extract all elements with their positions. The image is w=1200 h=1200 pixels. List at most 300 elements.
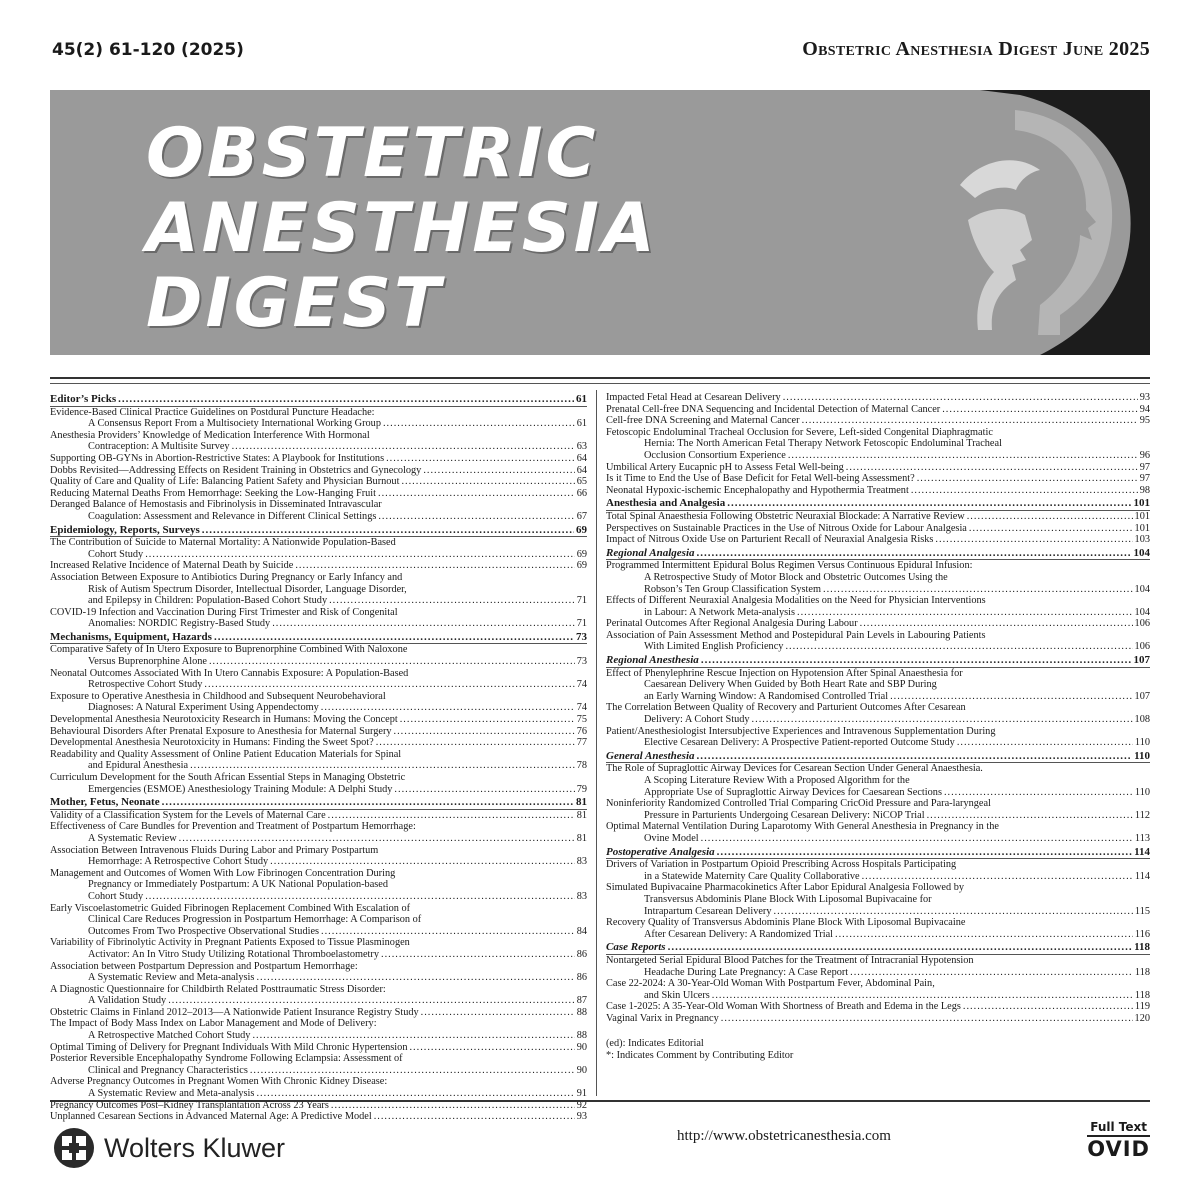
dot-leader bbox=[860, 618, 1133, 630]
dot-leader bbox=[145, 549, 574, 561]
issue-number: 45(2) 61-120 (2025) bbox=[52, 40, 244, 60]
section-title: Postoperative Analgesia bbox=[606, 845, 715, 858]
toc-entry[interactable] bbox=[606, 595, 1150, 618]
dot-leader bbox=[797, 607, 1133, 619]
entry-page: 65 bbox=[576, 476, 587, 488]
entry-title-line: and Skin Ulcers bbox=[644, 989, 710, 1001]
toc-entry[interactable] bbox=[50, 1007, 587, 1019]
entry-title-line: Quality of Care and Quality of Life: Balancing Patient Safety and Physician Burnout bbox=[50, 476, 400, 488]
entry-title-line: Management and Outcomes of Women With Low Fibrinogen Concentration During bbox=[50, 867, 396, 879]
dot-leader bbox=[823, 584, 1133, 596]
entry-title-line: A Systematic Review and Meta-analysis bbox=[88, 972, 255, 984]
dot-leader bbox=[321, 926, 575, 938]
entry-title-line: Cell-free DNA Screening and Maternal Cancer bbox=[606, 415, 800, 427]
title-line-1: OBSTETRIC bbox=[146, 114, 599, 193]
entry-title-line: Exposure to Operative Anesthesia in Childhood and Subsequent Neurobehavioral bbox=[50, 690, 386, 702]
dot-leader bbox=[785, 641, 1132, 653]
entry-title-line: Cohort Study bbox=[88, 548, 144, 560]
toc-entry[interactable] bbox=[50, 868, 587, 903]
entry-page: 71 bbox=[576, 595, 587, 607]
entry-page: 76 bbox=[576, 725, 587, 737]
entry-page: 73 bbox=[576, 656, 587, 668]
entry-page: 106 bbox=[1134, 641, 1150, 653]
entry-title-line: A Retrospective Matched Cohort Study bbox=[88, 1030, 251, 1042]
toc-entry[interactable] bbox=[606, 404, 1150, 416]
toc-entry[interactable] bbox=[606, 534, 1150, 546]
entry-page: 104 bbox=[1134, 583, 1150, 595]
toc-entry[interactable] bbox=[50, 499, 587, 522]
dot-leader bbox=[190, 760, 575, 772]
entry-title-line: and Epilepsy in Children: Population-Based Cohort Study bbox=[88, 595, 328, 607]
entry-page: 86 bbox=[576, 948, 587, 960]
section-page: 107 bbox=[1133, 654, 1150, 667]
toc-entry[interactable] bbox=[50, 465, 587, 477]
entry-page: 114 bbox=[1134, 870, 1150, 882]
entry-title-line: Elective Cesarean Delivery: A Prospective Patient-reported Outcome Study bbox=[644, 737, 955, 749]
entry-page: 63 bbox=[576, 441, 587, 453]
entry-page: 71 bbox=[576, 618, 587, 630]
entry-title-line: Risk of Autism Spectrum Disorder, Intellectual Disorder, Language Disorder, bbox=[88, 583, 407, 595]
dot-leader bbox=[272, 618, 575, 630]
dot-leader bbox=[145, 891, 574, 903]
bottom-rule bbox=[50, 1100, 1150, 1102]
toc-entry[interactable] bbox=[606, 955, 1150, 978]
dot-leader bbox=[788, 450, 1138, 462]
entry-title-line: Effects of Different Neuraxial Analgesia Modalities on the Need for Physician Interventions bbox=[606, 595, 986, 607]
wk-emblem-icon bbox=[52, 1126, 96, 1170]
entry-page: 97 bbox=[1139, 461, 1150, 473]
entry-title-line: Curriculum Development for the South African Essential Steps in Managing Obstetric bbox=[50, 772, 406, 783]
dot-leader bbox=[835, 929, 1133, 941]
toc-entry[interactable] bbox=[606, 763, 1150, 798]
dot-leader bbox=[917, 473, 1138, 485]
entry-title-line: Diagnoses: A Natural Experiment Using Appendectomy bbox=[88, 702, 319, 714]
entry-title-line: Intrapartum Cesarean Delivery bbox=[644, 905, 772, 917]
entry-title-line: Clinical and Pregnancy Characteristics bbox=[88, 1064, 248, 1076]
toc-left-column bbox=[50, 392, 587, 1123]
dot-leader bbox=[727, 498, 1131, 510]
entry-title-line: Readability and Quality Assessment of Online Patient Education Materials for Spinal bbox=[50, 748, 402, 760]
dot-leader bbox=[721, 1013, 1133, 1025]
entry-title-line: Occlusion Consortium Experience bbox=[644, 449, 786, 461]
section-title: Anesthesia and Analgesia bbox=[606, 497, 726, 510]
entry-title-line: Supporting OB-GYNs in Abortion-Restrictive States: A Playbook for Institutions bbox=[50, 452, 385, 464]
dot-leader bbox=[911, 485, 1138, 497]
toc-entry[interactable] bbox=[50, 714, 587, 726]
section-page: 110 bbox=[1134, 749, 1150, 762]
toc-entry[interactable] bbox=[50, 1042, 587, 1054]
entry-title-line: Perspectives on Sustainable Practices in the Use of Nitrous Oxide for Labour Analgesia bbox=[606, 522, 967, 534]
entry-title-line: Caesarean Delivery When Guided by Both Heart Rate and SBP During bbox=[644, 679, 937, 691]
entry-page: 98 bbox=[1139, 484, 1150, 496]
section-page: 81 bbox=[576, 796, 587, 809]
entry-title-line: Optimal Timing of Delivery for Pregnant Individuals With Mild Chronic Hypertension bbox=[50, 1041, 408, 1053]
entry-title-line: an Early Warning Window: A Randomised Controlled Trial bbox=[644, 690, 889, 702]
dot-leader bbox=[774, 906, 1133, 918]
section-title: Regional Analgesia bbox=[606, 546, 695, 559]
entry-title-line: Posterior Reversible Encephalopathy Syndrome Following Eclampsia: Assessment of bbox=[50, 1053, 403, 1065]
entry-title-line: Association between Postpartum Depression and Postpartum Hemorrhage: bbox=[50, 960, 358, 972]
entry-page: 110 bbox=[1134, 737, 1150, 749]
entry-page: 69 bbox=[576, 548, 587, 560]
dot-leader bbox=[717, 847, 1132, 859]
toc-entry[interactable] bbox=[50, 1076, 587, 1099]
toc-entry[interactable] bbox=[50, 560, 587, 572]
entry-title-line: The Contribution of Suicide to Maternal Mortality: A Nationwide Population-Based bbox=[50, 537, 396, 549]
dot-leader bbox=[118, 394, 574, 406]
entry-page: 83 bbox=[576, 890, 587, 902]
toc-entry[interactable] bbox=[50, 476, 587, 488]
section-page: 118 bbox=[1134, 941, 1150, 954]
entry-page: 77 bbox=[576, 737, 587, 749]
section-title: Case Reports bbox=[606, 941, 666, 954]
entry-title-line: Developmental Anesthesia Neurotoxicity Research in Humans: Moving the Concept bbox=[50, 714, 398, 726]
dot-leader bbox=[383, 418, 575, 430]
toc-entry[interactable] bbox=[50, 453, 587, 465]
dot-leader bbox=[378, 488, 575, 500]
entry-title-line: Association Between Exposure to Antibiotics During Pregnancy or Early Infancy and bbox=[50, 571, 403, 583]
top-rule bbox=[50, 377, 1150, 379]
entry-page: 83 bbox=[576, 856, 587, 868]
entry-title-line: Adverse Pregnancy Outcomes in Pregnant Women With Chronic Kidney Disease: bbox=[50, 1076, 388, 1088]
ovid-label: OVID bbox=[1087, 1137, 1150, 1161]
entry-title-line: Comparative Safety of In Utero Exposure to Buprenorphine Combined With Naloxone bbox=[50, 644, 408, 656]
dot-leader bbox=[802, 415, 1138, 427]
ovid-full-text-label: Full Text bbox=[1087, 1120, 1150, 1137]
entry-title-line: A Diagnostic Questionnaire for Childbirth Related Posttraumatic Stress Disorder: bbox=[50, 983, 386, 995]
toc-entry[interactable] bbox=[50, 537, 587, 560]
toc-entry[interactable] bbox=[50, 810, 587, 822]
entry-title-line: Drivers of Variation in Postpartum Opioid Prescribing Across Hospitals Participating bbox=[606, 859, 957, 871]
toc-entry[interactable] bbox=[50, 488, 587, 500]
entry-title-line: and Epidural Anesthesia bbox=[88, 760, 189, 772]
entry-page: 90 bbox=[576, 1041, 587, 1053]
dot-leader bbox=[701, 833, 1133, 845]
toc-section-header[interactable] bbox=[606, 498, 1150, 511]
dot-leader bbox=[250, 1065, 575, 1077]
toc-entry[interactable] bbox=[606, 392, 1150, 404]
toc-entry[interactable] bbox=[50, 772, 587, 795]
dot-leader bbox=[376, 737, 575, 749]
dot-leader bbox=[846, 462, 1138, 474]
entry-title-line: Patient/Anesthesiologist Intersubjective Experiences and Intravenous Supplementation During bbox=[606, 725, 996, 737]
entry-page: 90 bbox=[576, 1064, 587, 1076]
entry-title-line: Deranged Balance of Hemostasis and Fibrinolysis in Disseminated Intravascular bbox=[50, 499, 382, 511]
dot-leader bbox=[944, 787, 1133, 799]
dot-leader bbox=[232, 441, 575, 453]
dot-leader bbox=[329, 595, 575, 607]
dot-leader bbox=[256, 972, 574, 984]
entry-title-line: Reducing Maternal Deaths From Hemorrhage: Seeking the Low-Hanging Fruit bbox=[50, 487, 376, 499]
dot-leader bbox=[927, 810, 1133, 822]
entry-title-line: Retrospective Cohort Study bbox=[88, 679, 203, 691]
dot-leader bbox=[890, 691, 1132, 703]
toc-entry[interactable] bbox=[606, 859, 1150, 882]
dot-leader bbox=[162, 797, 574, 809]
entry-page: 97 bbox=[1139, 473, 1150, 485]
dot-leader bbox=[668, 942, 1133, 954]
entry-title-line: A Retrospective Study of Motor Block and Obstetric Outcomes Using the bbox=[644, 571, 948, 583]
entry-page: 64 bbox=[576, 452, 587, 464]
toc-entry[interactable] bbox=[50, 737, 587, 749]
toc-entry[interactable] bbox=[606, 882, 1150, 917]
entry-title-line: The Impact of Body Mass Index on Labor Management and Mode of Delivery: bbox=[50, 1018, 377, 1030]
entry-title-line: Programmed Intermittent Epidural Bolus Regimen Versus Continuous Epidural Infusion: bbox=[606, 560, 973, 572]
entry-title-line: Early Viscoelastometric Guided Fibrinogen Replacement Combined With Escalation of bbox=[50, 902, 411, 914]
entry-page: 88 bbox=[576, 1030, 587, 1042]
toc-section-header[interactable] bbox=[606, 942, 1150, 955]
dot-leader bbox=[957, 737, 1133, 749]
entry-page: 94 bbox=[1139, 403, 1150, 415]
dot-leader bbox=[179, 833, 575, 845]
dot-leader bbox=[202, 525, 574, 537]
entry-title-line: COVID-19 Infection and Vaccination During First Trimester and Risk of Congenital bbox=[50, 606, 398, 618]
entry-page: 119 bbox=[1134, 1001, 1150, 1013]
entry-title-line: Nontargeted Serial Epidural Blood Patches for the Treatment of Intracranial Hypotension bbox=[606, 954, 974, 966]
entry-title-line: Vaginal Varix in Pregnancy bbox=[606, 1012, 719, 1024]
entry-title-line: Emergencies (ESMOE) Anesthesiology Training Module: A Delphi Study bbox=[88, 783, 393, 795]
toc-entry[interactable] bbox=[50, 691, 587, 714]
toc-section-header[interactable] bbox=[50, 525, 587, 538]
toc-entry[interactable] bbox=[606, 618, 1150, 630]
legend bbox=[606, 1038, 1150, 1062]
entry-title-line: Anesthesia Providers’ Knowledge of Medication Interference With Hormonal bbox=[50, 429, 370, 441]
section-page: 104 bbox=[1133, 546, 1150, 559]
entry-title-line: Impacted Fetal Head at Cesarean Delivery bbox=[606, 392, 781, 403]
toc-entry[interactable] bbox=[50, 961, 587, 984]
dot-leader bbox=[409, 1042, 574, 1054]
toc-section-header[interactable] bbox=[606, 847, 1150, 860]
toc-entry[interactable] bbox=[606, 560, 1150, 595]
entry-title-line: Case 22-2024: A 30-Year-Old Woman With Postpartum Fever, Abdominal Pain, bbox=[606, 978, 935, 990]
toc-section-header[interactable] bbox=[606, 751, 1150, 764]
dot-leader bbox=[697, 751, 1133, 763]
toc-entry[interactable] bbox=[606, 462, 1150, 474]
entry-title-line: A Consensus Report From a Multisociety International Working Group bbox=[88, 418, 381, 430]
dot-leader bbox=[967, 511, 1133, 523]
entry-page: 103 bbox=[1134, 534, 1150, 546]
ovid-badge bbox=[1087, 1120, 1150, 1161]
toc-entry[interactable] bbox=[606, 473, 1150, 485]
toc-entry[interactable] bbox=[606, 702, 1150, 725]
toc-entry[interactable] bbox=[606, 726, 1150, 749]
toc-section-header[interactable] bbox=[50, 632, 587, 645]
toc-entry[interactable] bbox=[50, 984, 587, 1007]
toc-entry[interactable] bbox=[606, 511, 1150, 523]
toc-entry[interactable] bbox=[50, 749, 587, 772]
entry-title-line: Unplanned Cesarean Sections in Advanced Maternal Age: A Predictive Model bbox=[50, 1111, 372, 1123]
entry-page: 110 bbox=[1134, 786, 1150, 798]
dot-leader bbox=[168, 995, 575, 1007]
dot-leader bbox=[321, 702, 575, 714]
toc-entry[interactable] bbox=[606, 523, 1150, 535]
entry-title-line: Developmental Anesthesia Neurotoxicity in Humans: Finding the Sweet Spot? bbox=[50, 737, 374, 749]
section-page: 61 bbox=[576, 393, 587, 405]
entry-title-line: A Systematic Review bbox=[88, 832, 177, 844]
entry-title-line: Pressure in Parturients Undergoing Cesarean Delivery: NiCOP Trial bbox=[644, 809, 925, 821]
dot-leader bbox=[423, 465, 574, 477]
entry-title-line: Optimal Maternal Ventilation During Laparotomy With General Anesthesia in Pregnancy in the bbox=[606, 821, 999, 833]
dot-leader bbox=[697, 548, 1132, 560]
title-banner bbox=[50, 90, 1150, 355]
entry-page: 101 bbox=[1134, 522, 1150, 534]
toc-section-header[interactable] bbox=[606, 548, 1150, 561]
toc-entry[interactable] bbox=[606, 427, 1150, 462]
title-line-3: DIGEST bbox=[146, 264, 444, 343]
wolters-kluwer-logo bbox=[52, 1126, 285, 1170]
entry-page: 78 bbox=[576, 760, 587, 772]
entry-page: 116 bbox=[1134, 928, 1150, 940]
toc-entry[interactable] bbox=[50, 668, 587, 691]
entry-title-line: The Correlation Between Quality of Recovery and Parturient Outcomes After Cesarean bbox=[606, 702, 966, 714]
entry-title-line: in Labour: A Network Meta-analysis bbox=[644, 606, 795, 618]
entry-page: 106 bbox=[1134, 618, 1150, 630]
section-page: 101 bbox=[1133, 497, 1150, 510]
entry-title-line: Neonatal Outcomes Associated With In Utero Cannabis Exposure: A Population-Based bbox=[50, 667, 409, 679]
entry-title-line: Association Between Intravenous Fluids During Labor and Primary Postpartum bbox=[50, 844, 379, 856]
entry-title-line: Pregnancy or Immediately Postpartum: A UK National Population-based bbox=[88, 879, 388, 891]
toc-entry[interactable] bbox=[606, 668, 1150, 703]
dot-leader bbox=[328, 810, 575, 822]
toc-entry[interactable] bbox=[50, 1018, 587, 1041]
toc-section-header[interactable] bbox=[606, 655, 1150, 668]
entry-title-line: Behavioural Disorders After Prenatal Exposure to Anesthesia for Maternal Surgery bbox=[50, 725, 392, 737]
toc-right-column bbox=[606, 392, 1150, 1062]
dot-leader bbox=[752, 714, 1133, 726]
entry-title-line: Fetoscopic Endoluminal Tracheal Occlusion for Severe, Left-sided Congenital Diaphragmatic bbox=[606, 426, 993, 438]
entry-page: 93 bbox=[1139, 392, 1150, 403]
head-profile-logo bbox=[920, 90, 1150, 355]
section-title: Mother, Fetus, Neonate bbox=[50, 796, 160, 809]
entry-title-line: Evidence-Based Clinical Practice Guidelines on Postdural Puncture Headache: bbox=[50, 406, 375, 418]
dot-leader bbox=[394, 784, 574, 796]
entry-page: 87 bbox=[576, 995, 587, 1007]
toc-entry[interactable] bbox=[50, 903, 587, 938]
toc-section-header[interactable] bbox=[50, 797, 587, 810]
entry-title-line: A Validation Study bbox=[88, 995, 167, 1007]
entry-title-line: Outcomes From Two Prospective Observational Studies bbox=[88, 925, 320, 937]
entry-page: 67 bbox=[576, 510, 587, 522]
toc-entry[interactable] bbox=[50, 937, 587, 960]
entry-title-line: Dobbs Revisited—Addressing Effects on Resident Training in Obstetrics and Gynecology bbox=[50, 464, 422, 476]
toc-entry[interactable] bbox=[606, 1001, 1150, 1013]
entry-title-line: A Scoping Literature Review With a Proposed Algorithm for the bbox=[644, 775, 910, 786]
section-page: 69 bbox=[576, 523, 587, 536]
dot-leader bbox=[386, 453, 575, 465]
dot-leader bbox=[252, 1030, 574, 1042]
dot-leader bbox=[421, 1007, 575, 1019]
toc-entry[interactable] bbox=[50, 407, 587, 430]
toc-entry[interactable] bbox=[50, 607, 587, 630]
section-title: General Anesthesia bbox=[606, 749, 695, 762]
entry-title-line: Association of Pain Assessment Method and Postepidural Pain Levels in Labouring Patients bbox=[606, 629, 986, 641]
entry-page: 96 bbox=[1139, 449, 1150, 461]
entry-title-line: Effect of Phenylephrine Rescue Injection on Hypotension After Spinal Anaesthesia for bbox=[606, 667, 963, 679]
entry-page: 108 bbox=[1134, 714, 1150, 726]
section-title: Regional Anesthesia bbox=[606, 654, 699, 667]
dot-leader bbox=[378, 511, 574, 523]
entry-title-line: Total Spinal Anaesthesia Following Obstetric Neuraxial Blockade: A Narrative Review bbox=[606, 510, 965, 522]
section-title: Editor’s Picks bbox=[50, 393, 117, 405]
dot-leader bbox=[270, 856, 575, 868]
section-page: 114 bbox=[1134, 845, 1150, 858]
dot-leader bbox=[400, 714, 575, 726]
toc-entry[interactable] bbox=[50, 1053, 587, 1076]
entry-page: 95 bbox=[1139, 415, 1150, 427]
toc-section-header[interactable] bbox=[50, 394, 587, 407]
entry-page: 84 bbox=[576, 925, 587, 937]
entry-page: 112 bbox=[1134, 809, 1150, 821]
toc-entry[interactable] bbox=[50, 644, 587, 667]
toc-entry[interactable] bbox=[606, 415, 1150, 427]
toc-entry[interactable] bbox=[606, 630, 1150, 653]
entry-title-line: With Limited English Proficiency bbox=[644, 641, 784, 653]
entry-title-line: Cohort Study bbox=[88, 890, 144, 902]
toc-entry[interactable] bbox=[606, 978, 1150, 1001]
section-page: 73 bbox=[576, 630, 587, 643]
dot-leader bbox=[701, 655, 1132, 667]
entry-title-line: Appropriate Use of Supraglottic Airway Devices for Caesarean Sections bbox=[644, 786, 942, 798]
entry-page: 74 bbox=[576, 679, 587, 691]
toc-entry[interactable] bbox=[50, 430, 587, 453]
entry-title-line: Variability of Fibrinolytic Activity in Pregnant Patients Exposed to Tissue Plasminogen bbox=[50, 937, 410, 949]
toc-entry[interactable] bbox=[50, 572, 587, 607]
dot-leader bbox=[963, 1001, 1133, 1013]
toc-entry[interactable] bbox=[606, 821, 1150, 844]
entry-title-line: Headache During Late Pregnancy: A Case Report bbox=[644, 966, 849, 978]
toc-entry[interactable] bbox=[50, 821, 587, 844]
top-rule-thin bbox=[50, 383, 1150, 384]
entry-title-line: Anomalies: NORDIC Registry-Based Study bbox=[88, 618, 271, 630]
toc-entry[interactable] bbox=[606, 1013, 1150, 1025]
entry-page: 61 bbox=[576, 418, 587, 430]
entry-page: 79 bbox=[576, 783, 587, 795]
entry-page: 64 bbox=[576, 464, 587, 476]
entry-page: 75 bbox=[576, 714, 587, 726]
toc-entry[interactable] bbox=[50, 726, 587, 738]
toc-entry[interactable] bbox=[606, 485, 1150, 497]
entry-title-line: Coagulation: Assessment and Relevance in Different Clinical Settings bbox=[88, 510, 377, 522]
toc-entry[interactable] bbox=[50, 845, 587, 868]
dot-leader bbox=[374, 1111, 575, 1123]
dot-leader bbox=[209, 656, 575, 668]
entry-page: 74 bbox=[576, 702, 587, 714]
dot-leader bbox=[214, 632, 574, 644]
entry-title-line: Impact of Nitrous Oxide Use on Parturient Recall of Neuraxial Analgesia Risks bbox=[606, 534, 934, 546]
toc-entry[interactable] bbox=[50, 1111, 587, 1123]
publisher-name: Wolters Kluwer bbox=[104, 1132, 286, 1163]
entry-page: 101 bbox=[1134, 510, 1150, 522]
toc-entry[interactable] bbox=[606, 917, 1150, 940]
entry-title-line: Hernia: The North American Fetal Therapy Network Fetoscopic Endoluminal Tracheal bbox=[644, 438, 1002, 450]
entry-title-line: Obstetric Claims in Finland 2012–2013—A Nationwide Patient Insurance Registry Study bbox=[50, 1006, 419, 1018]
journal-date-header: Obstetric Anesthesia Digest June 2025 bbox=[802, 38, 1150, 60]
dot-leader bbox=[295, 560, 574, 572]
entry-title-line: Hemorrhage: A Retrospective Cohort Study bbox=[88, 856, 269, 868]
legend-item: *: Indicates Comment by Contributing Editor bbox=[606, 1050, 794, 1062]
entry-page: 66 bbox=[576, 487, 587, 499]
toc-entry[interactable] bbox=[606, 798, 1150, 821]
entry-page: 115 bbox=[1134, 905, 1150, 917]
entry-page: 88 bbox=[576, 1006, 587, 1018]
journal-url[interactable]: http://www.obstetricanesthesia.com bbox=[677, 1128, 891, 1144]
entry-title-line: Case 1-2025: A 35-Year-Old Woman With Shortness of Breath and Edema in the Legs bbox=[606, 1001, 961, 1013]
entry-title-line: A Systematic Review and Meta-analysis bbox=[88, 1088, 255, 1100]
dot-leader bbox=[394, 726, 575, 738]
dot-leader bbox=[204, 679, 574, 691]
entry-page: 104 bbox=[1134, 606, 1150, 618]
entry-page: 81 bbox=[576, 832, 587, 844]
